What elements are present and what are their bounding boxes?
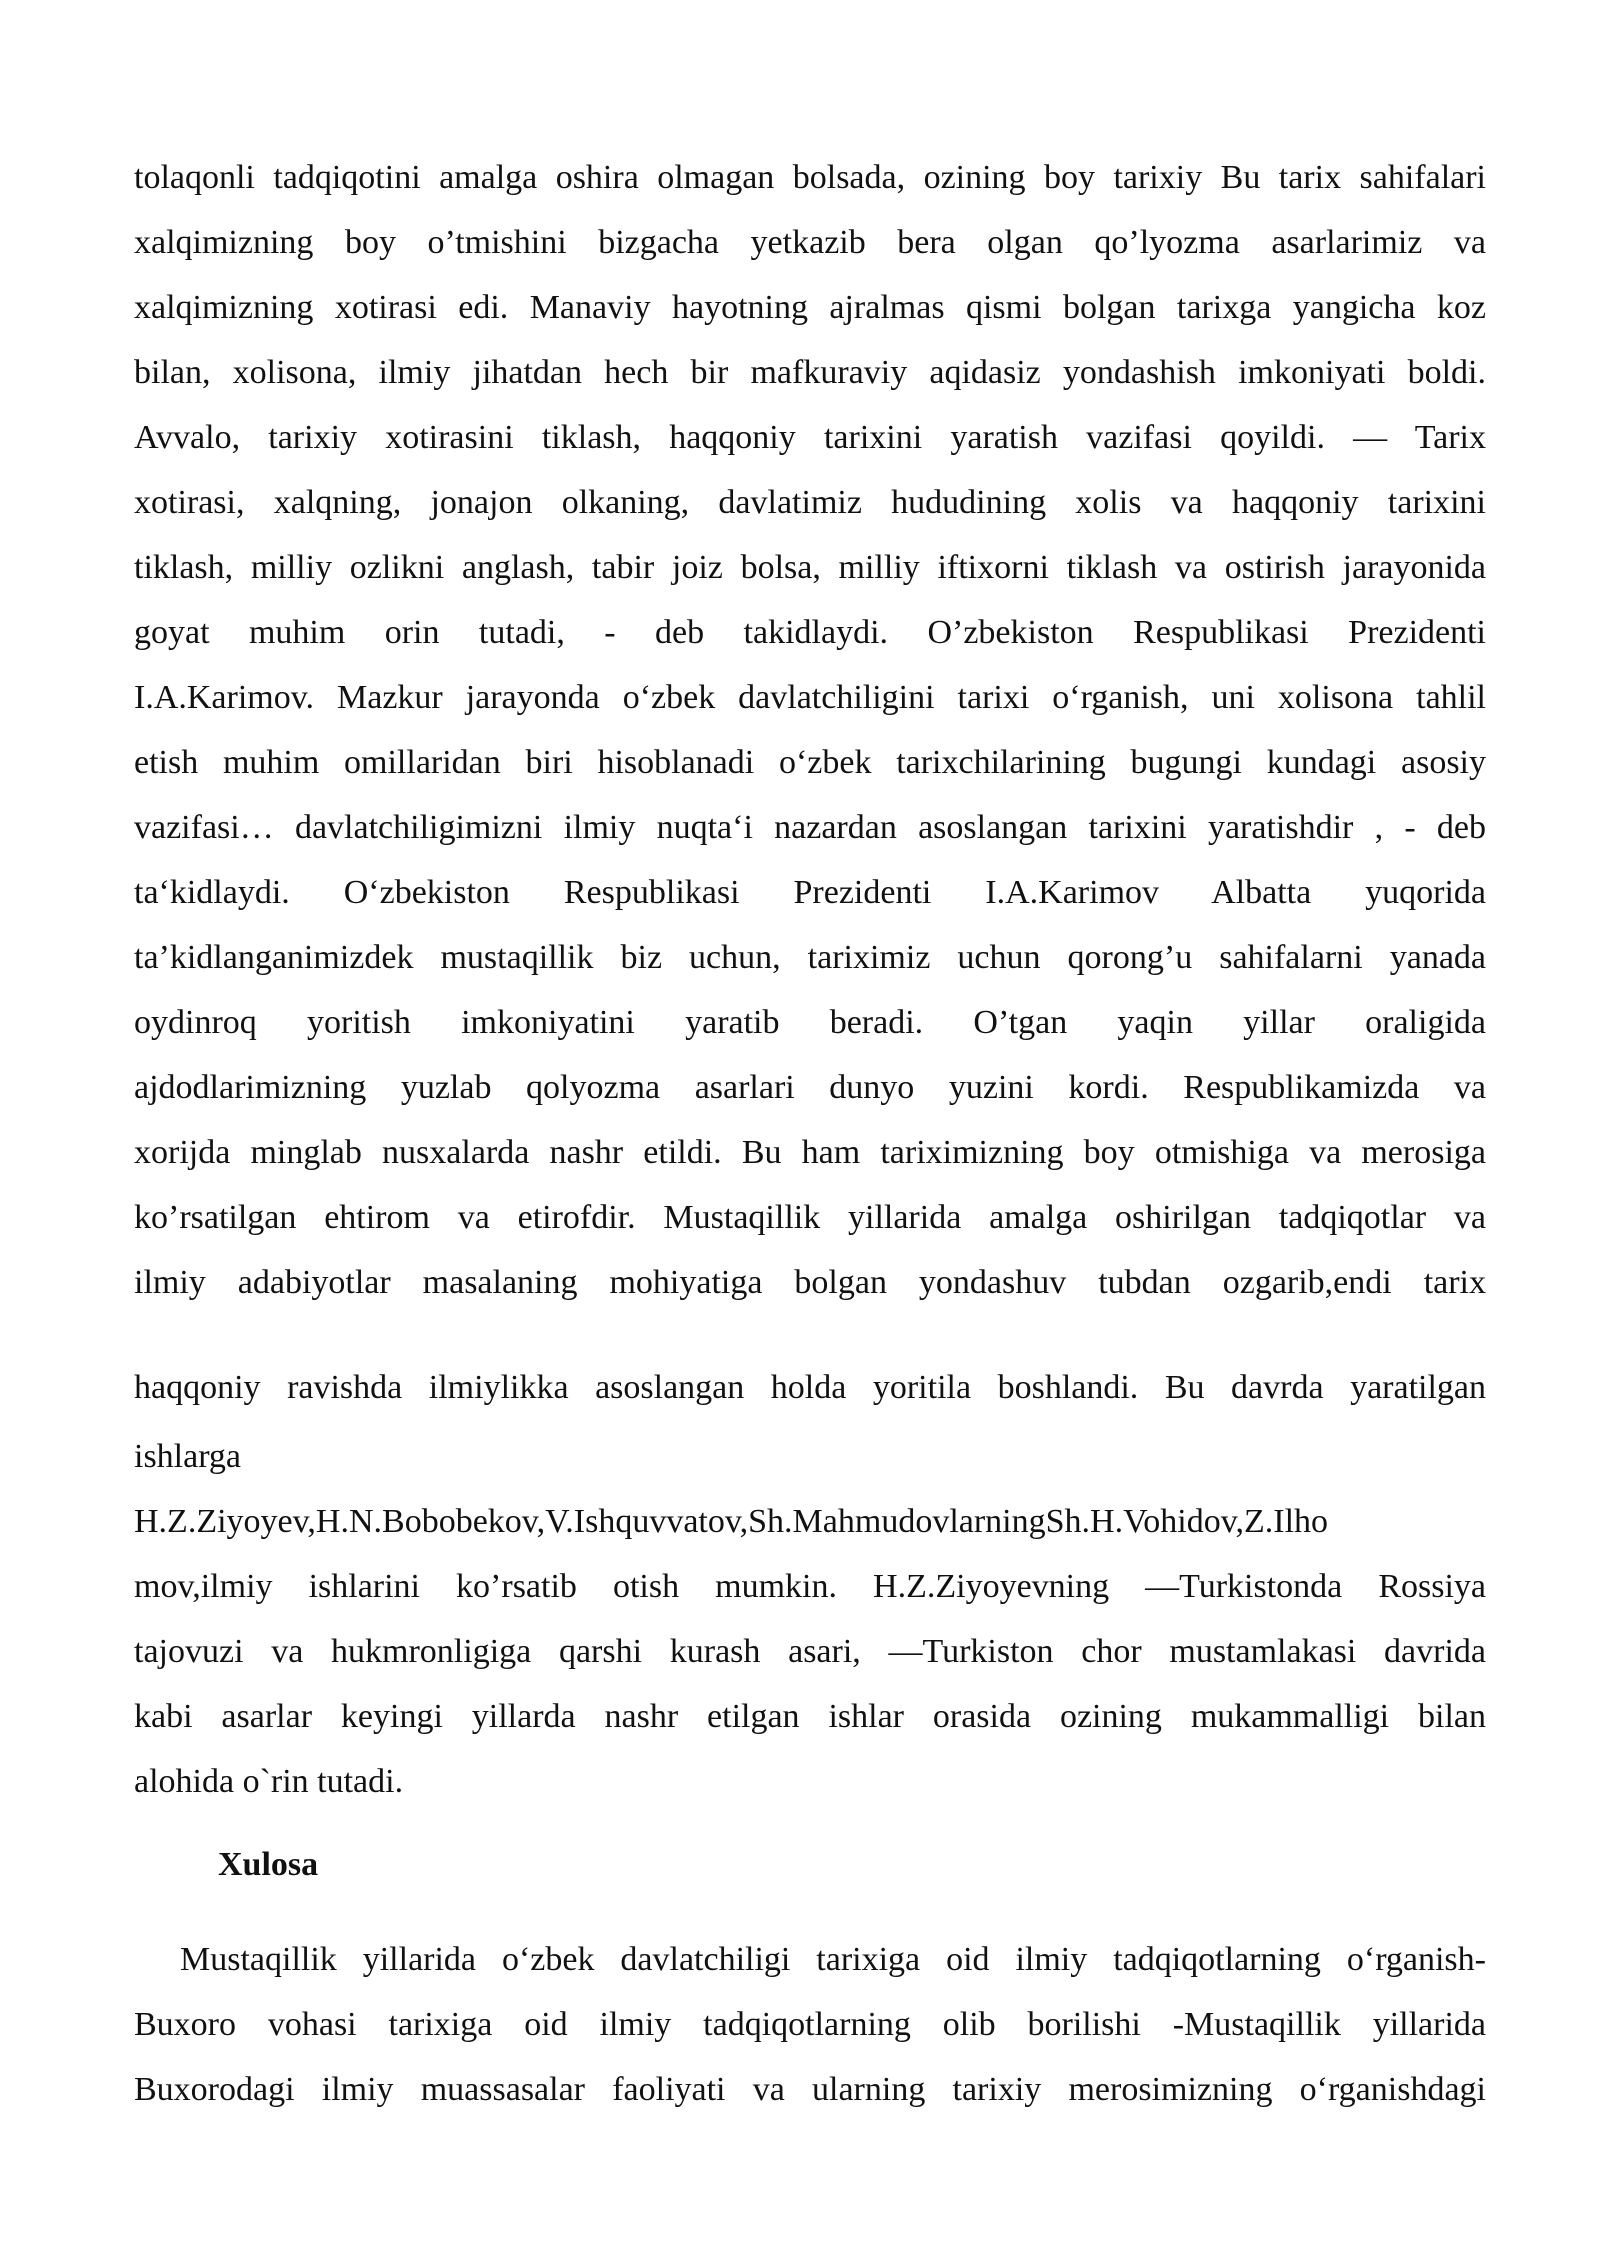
text-line: kabi asarlar keyingi yillarda nashr etilgan ishlar orasida ozining mukammalligi bilan [134,1698,1486,1735]
text-line: ishlarga [134,1438,242,1475]
paragraph-authors [134,1355,1486,1814]
section-heading: Xulosa [218,1846,319,1883]
text-line: vazifasi… davlatchiligimizni ilmiy nuqta‘i nazardan asoslangan tarixini yaratishdir , - deb [134,809,1486,846]
text-line: tolaqonli tadqiqotini amalga oshira olmagan bolsada, ozining boy tarixiy Bu tarix sahifalari [134,159,1486,196]
text-line: Buxorodagi ilmiy muassasalar faoliyati va ularning tarixiy merosimizning o‘rganishdagi [134,2071,1486,2108]
text-line: xalqimizning xotirasi edi. Manaviy hayotning ajralmas qismi bolgan tarixga yangicha koz [134,289,1486,326]
text-line: etish muhim omillaridan biri hisoblanadi o‘zbek tarixchilarining bugungi kundagi asosiy [134,744,1486,781]
text-line: mov,ilmiy ishlarini ko’rsatib otish mumkin. H.Z.Ziyoyevning —Turkistonda Rossiya [134,1568,1486,1605]
text-line: Mustaqillik yillarida o‘zbek davlatchiligi tarixiga oid ilmiy tadqiqotlarning o‘rganish- [180,1941,1486,1978]
text-line: H.Z.Ziyoyev,H.N.Bobobekov,V.Ishquvvatov,Sh.MahmudovlarningSh.H.Vohidov,Z.Ilho [134,1503,1329,1540]
text-line: xotirasi, xalqning, jonajon olkaning, davlatimiz hududining xolis va haqqoniy tarixini [134,484,1486,521]
text-line: ta’kidlanganimizdek mustaqillik biz uchun, tariximiz uchun qorong’u sahifalarni yanada [134,939,1486,976]
text-line: oydinroq yoritish imkoniyatini yaratib beradi. O’tgan yaqin yillar oraligida [134,1004,1486,1041]
text-line: xalqimizning boy o’tmishini bizgacha yetkazib bera olgan qo’lyozma asarlarimiz va [134,224,1486,261]
text-line: goyat muhim orin tutadi, - deb takidlaydi. O’zbekiston Respublikasi Prezidenti [134,614,1486,651]
paragraph-conclusion [134,1927,1486,2122]
text-line: alohida o`rin tutadi. [134,1763,404,1800]
text-line: ta‘kidlaydi. O‘zbekiston Respublikasi Prezidenti I.A.Karimov Albatta yuqorida [134,874,1486,911]
text-line: bilan, xolisona, ilmiy jihatdan hech bir mafkuraviy aqidasiz yondashish imkoniyati boldi. [134,354,1486,391]
text-line: I.A.Karimov. Mazkur jarayonda o‘zbek davlatchiligini tarixi o‘rganish, uni xolisona tahlil [134,679,1486,716]
text-line: xorijda minglab nusxalarda nashr etildi. Bu ham tariximizning boy otmishiga va merosiga [134,1134,1486,1171]
text-line: tajovuzi va hukmronligiga qarshi kurash asari, —Turkiston chor mustamlakasi davrida [134,1633,1486,1670]
text-line: haqqoniy ravishda ilmiylikka asoslangan holda yoritila boshlandi. Bu davrda yaratilgan [134,1369,1486,1406]
text-line: ilmiy adabiyotlar masalaning mohiyatiga bolgan yondashuv tubdan ozgarib,endi tarix [134,1264,1486,1301]
text-line: ajdodlarimizning yuzlab qolyozma asarlari dunyo yuzini kordi. Respublikamizda va [134,1069,1486,1106]
text-line: tiklash, milliy ozlikni anglash, tabir joiz bolsa, milliy iftixorni tiklash va ostirish jarayonida [134,549,1486,586]
text-line: Avvalo, tarixiy xotirasini tiklash, haqqoniy tarixini yaratish vazifasi qoyildi. — Tarix [134,419,1486,456]
text-line: Buxoro vohasi tarixiga oid ilmiy tadqiqotlarning olib borilishi -Mustaqillik yillarida [134,2006,1486,2043]
paragraph-main [134,145,1486,1315]
text-line: ko’rsatilgan ehtirom va etirofdir. Mustaqillik yillarida amalga oshirilgan tadqiqotlar va [134,1199,1486,1236]
